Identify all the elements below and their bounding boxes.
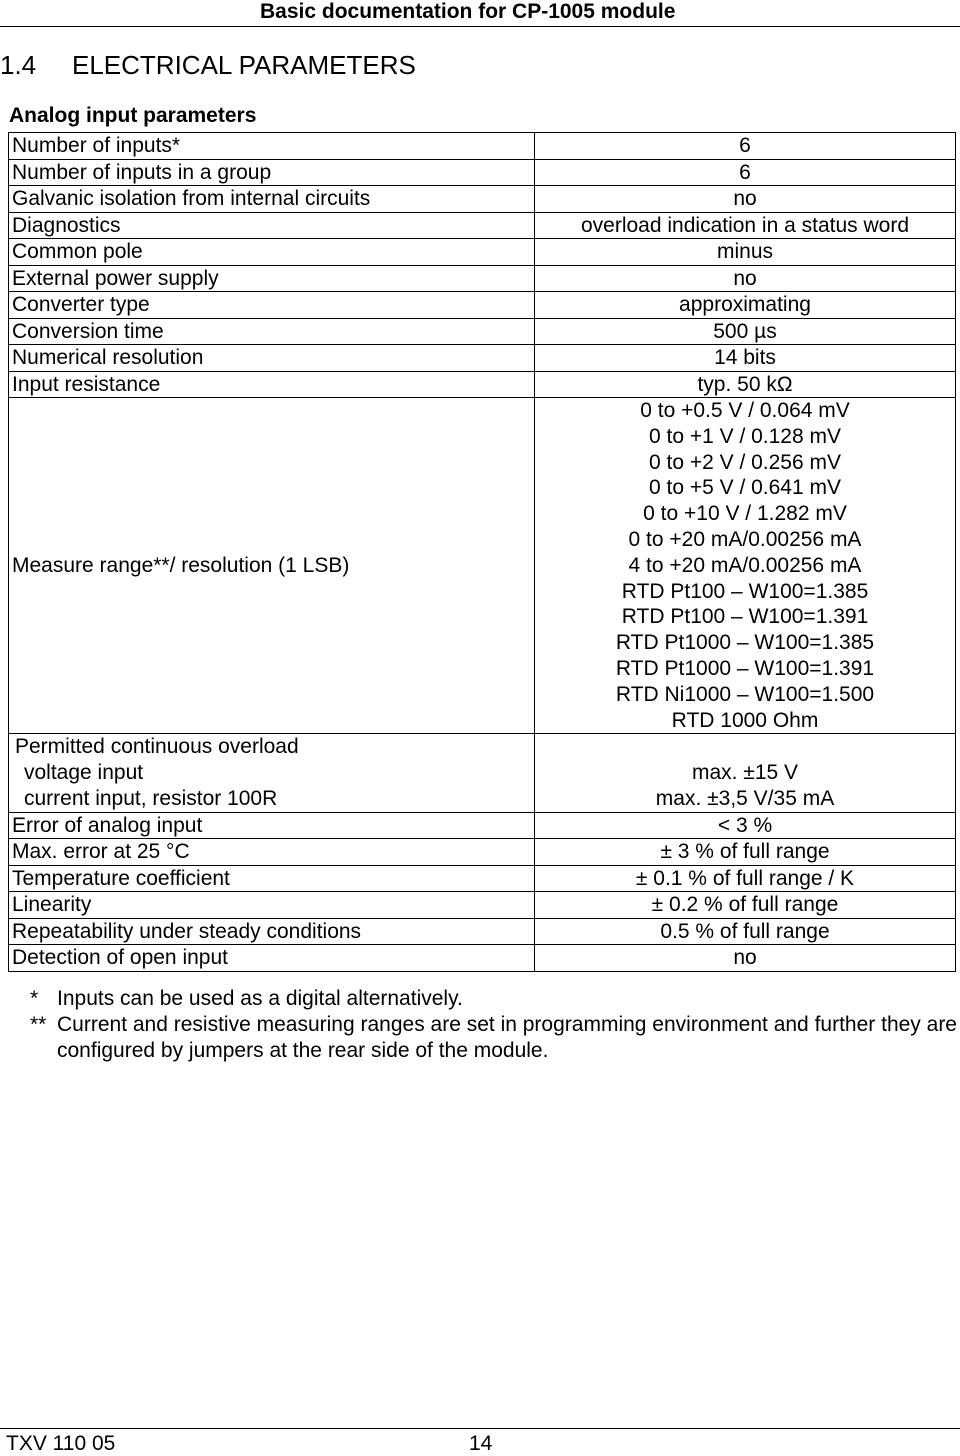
section-number: 1.4	[0, 50, 37, 80]
table-row	[9, 318, 956, 345]
table-row	[9, 186, 956, 213]
footer-page-number: 14	[469, 1432, 493, 1455]
measure-range-item: RTD Pt100 – W100=1.385	[621, 579, 869, 603]
param-label: External power supply	[9, 265, 535, 292]
table-row	[9, 918, 956, 945]
measure-range-item: 0 to +5 V / 0.641 mV	[648, 476, 842, 500]
param-label: Max. error at 25 °C	[9, 839, 535, 866]
measure-range-item: 0 to +0.5 V / 0.064 mV	[640, 399, 850, 422]
table-row	[9, 133, 956, 160]
table-row	[9, 371, 956, 398]
measure-range-item: RTD Pt1000 – W100=1.391	[615, 656, 875, 680]
footnote	[30, 1012, 957, 1064]
table-row	[9, 945, 956, 972]
param-value: minus	[535, 239, 956, 266]
param-label: Conversion time	[9, 318, 535, 345]
overload-labels	[9, 734, 535, 812]
footer-doc-id: TXV 110 05	[6, 1432, 116, 1455]
table-row	[9, 839, 956, 866]
param-value: ± 3 % of full range	[535, 839, 956, 866]
measure-range-item: RTD Pt100 – W100=1.391	[621, 605, 869, 629]
table-row	[9, 892, 956, 919]
overload-current-value: max. ±3,5 V/35 mA	[655, 786, 835, 810]
overload-voltage-value: max. ±15 V	[691, 761, 799, 785]
overload-title: Permitted continuous overload	[15, 735, 299, 759]
param-value: 6	[535, 159, 956, 186]
param-value: 0.5 % of full range	[535, 918, 956, 945]
header-rule	[0, 26, 960, 27]
measure-range-item: RTD 1000 Ohm	[671, 708, 819, 732]
param-label: Temperature coefficient	[9, 865, 535, 892]
footnote-text: Inputs can be used as a digital alternatively.	[57, 987, 463, 1010]
footnote-mark: *	[30, 987, 39, 1010]
param-label: Repeatability under steady conditions	[9, 918, 535, 945]
param-label: Number of inputs in a group	[9, 159, 535, 186]
measure-range-values	[535, 398, 956, 734]
measure-range-item: 0 to +20 mA/0.00256 mA	[628, 527, 862, 551]
footer-rule	[0, 1428, 960, 1429]
table-row	[9, 159, 956, 186]
measure-range-item: RTD Ni1000 – W100=1.500	[615, 682, 875, 706]
table-row	[9, 239, 956, 266]
param-label: Measure range**/ resolution (1 LSB)	[9, 398, 535, 734]
page-header-title: Basic documentation for CP-1005 module	[260, 0, 676, 23]
param-value: overload indication in a status word	[535, 212, 956, 239]
table-row	[9, 865, 956, 892]
footnotes	[30, 986, 957, 1064]
overload-blank	[538, 734, 952, 760]
param-label: Numerical resolution	[9, 345, 535, 372]
param-label: Input resistance	[9, 371, 535, 398]
param-label: Galvanic isolation from internal circuits	[9, 186, 535, 213]
overload-current-label: current input, resistor 100R	[24, 786, 278, 810]
footnote-text: Current and resistive measuring ranges are set in programming environment and further they are configured by jumpers at the rear side of the module.	[57, 1013, 957, 1062]
table-row	[9, 292, 956, 319]
param-value: 500 µs	[535, 318, 956, 345]
param-label: Error of analog input	[9, 812, 535, 839]
param-label: Linearity	[9, 892, 535, 919]
param-value: 14 bits	[535, 345, 956, 372]
analog-input-parameters-table	[8, 132, 956, 972]
table-row-measure-range	[9, 398, 956, 734]
section-title: ELECTRICAL PARAMETERS	[72, 50, 416, 80]
param-value: no	[535, 945, 956, 972]
table-row	[9, 812, 956, 839]
param-label: Diagnostics	[9, 212, 535, 239]
footnote-mark: **	[30, 1013, 47, 1036]
overload-values	[535, 734, 956, 812]
param-value: 6	[535, 133, 956, 160]
param-value: ± 0.1 % of full range / K	[535, 865, 956, 892]
param-value: typ. 50 kΩ	[535, 371, 956, 398]
param-value: no	[535, 265, 956, 292]
table-row	[9, 212, 956, 239]
param-label: Number of inputs*	[9, 133, 535, 160]
table-row	[9, 265, 956, 292]
param-value: ± 0.2 % of full range	[535, 892, 956, 919]
measure-range-item: 4 to +20 mA/0.00256 mA	[628, 553, 862, 577]
subsection-heading: Analog input parameters	[9, 104, 257, 127]
param-value: no	[535, 186, 956, 213]
param-label: Detection of open input	[9, 945, 535, 972]
table-row-overload	[9, 734, 956, 812]
overload-voltage-label: voltage input	[24, 761, 144, 785]
param-label: Common pole	[9, 239, 535, 266]
table-row	[9, 345, 956, 372]
measure-range-item: 0 to +2 V / 0.256 mV	[648, 450, 842, 474]
param-value: approximating	[535, 292, 956, 319]
section-heading	[0, 50, 416, 81]
param-value: < 3 %	[535, 812, 956, 839]
measure-range-item: RTD Pt1000 – W100=1.385	[615, 631, 875, 655]
param-label: Converter type	[9, 292, 535, 319]
measure-range-item: 0 to +10 V / 1.282 mV	[643, 502, 847, 526]
measure-range-item: 0 to +1 V / 0.128 mV	[648, 424, 842, 448]
footnote	[30, 986, 957, 1012]
